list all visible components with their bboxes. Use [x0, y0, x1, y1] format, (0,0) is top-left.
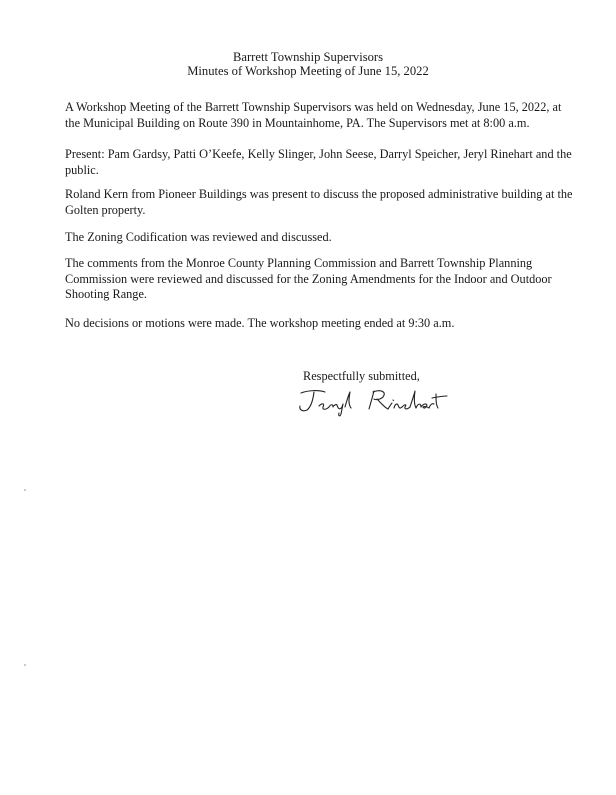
- paragraph-pioneer-buildings: Roland Kern from Pioneer Buildings was present to discuss the proposed administrative building at the Golten property.: [65, 187, 573, 217]
- scan-speck: [24, 489, 26, 491]
- document-title: Barrett Township Supervisors: [233, 50, 383, 64]
- paragraph-meeting-info: A Workshop Meeting of the Barrett Township Supervisors was held on Wednesday, June 15, 2022, at the Municipal Building on Route 390 in Mountainhome, PA. The Supervisors met at 8:00 a.m.: [65, 100, 562, 130]
- paragraph-planning-comments: The comments from the Monroe County Planning Commission and Barrett Township Planning Commission were reviewed and discussed for the Zoning Amendments for the Indoor and Outdoor Shooting Range.: [65, 256, 552, 301]
- scan-speck: [24, 664, 26, 666]
- paragraph-attendees: Present: Pam Gardsy, Patti O’Keefe, Kelly Slinger, John Seese, Darryl Speicher, Jeryl Rinehart and the public.: [65, 147, 572, 177]
- handwritten-signature: [295, 382, 455, 418]
- paragraph-adjournment: No decisions or motions were made. The workshop meeting ended at 9:30 a.m.: [65, 316, 455, 330]
- document-subtitle: Minutes of Workshop Meeting of June 15, 2022: [187, 64, 429, 78]
- closing-text: Respectfully submitted,: [303, 369, 420, 383]
- paragraph-zoning-codification: The Zoning Codification was reviewed and discussed.: [65, 230, 332, 244]
